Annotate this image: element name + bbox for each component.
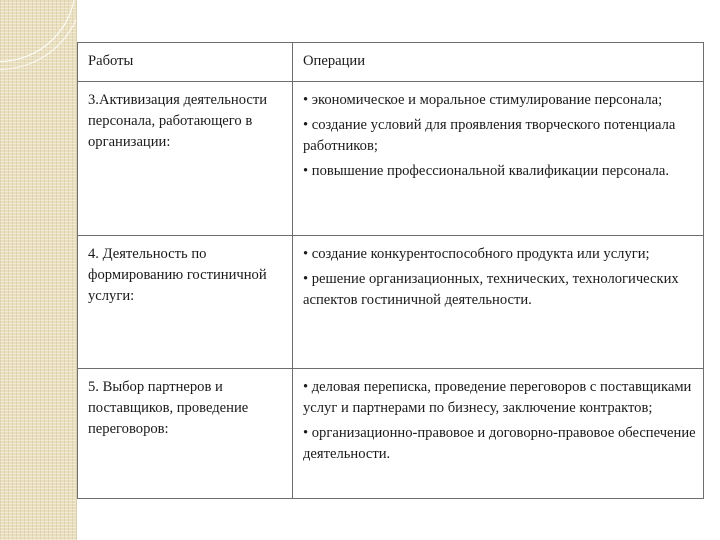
decorative-arc: [0, 0, 84, 70]
operation-item: • создание условий для проявления творческого потенциала работников;: [303, 117, 676, 154]
operations-table: [77, 42, 704, 499]
operations-cell: [293, 236, 704, 369]
operation-item: • решение организационных, технических, технологических аспектов гостиничной деятельности.: [303, 271, 679, 308]
table-row: [78, 82, 704, 236]
operation-item: • создание конкурентоспособного продукта или услуги;: [303, 246, 650, 262]
operations-cell: [293, 369, 704, 499]
operation-item: • деловая переписка, проведение переговоров с поставщиками услуг и партнерами по бизнесу, заключение контрактов;: [303, 379, 692, 416]
table-header-row: [78, 43, 704, 82]
header-works: Работы: [78, 43, 293, 82]
operation-item: • экономическое и моральное стимулирование персонала;: [303, 92, 663, 108]
operation-item: • организационно-правовое и договорно-правовое обеспечение деятельности.: [303, 425, 696, 462]
work-cell: 5. Выбор партнеров и поставщиков, проведение переговоров:: [78, 369, 293, 499]
header-operations: Операции: [293, 43, 704, 82]
operation-item: • повышение профессиональной квалификации персонала.: [303, 163, 670, 179]
work-cell: 3.Активизация деятельности персонала, работающего в организации:: [78, 82, 293, 236]
table-row: [78, 236, 704, 369]
decorative-side-strip: [0, 0, 76, 540]
table-row: [78, 369, 704, 499]
operations-cell: [293, 82, 704, 236]
work-cell: 4. Деятельность по формированию гостиничной услуги:: [78, 236, 293, 369]
